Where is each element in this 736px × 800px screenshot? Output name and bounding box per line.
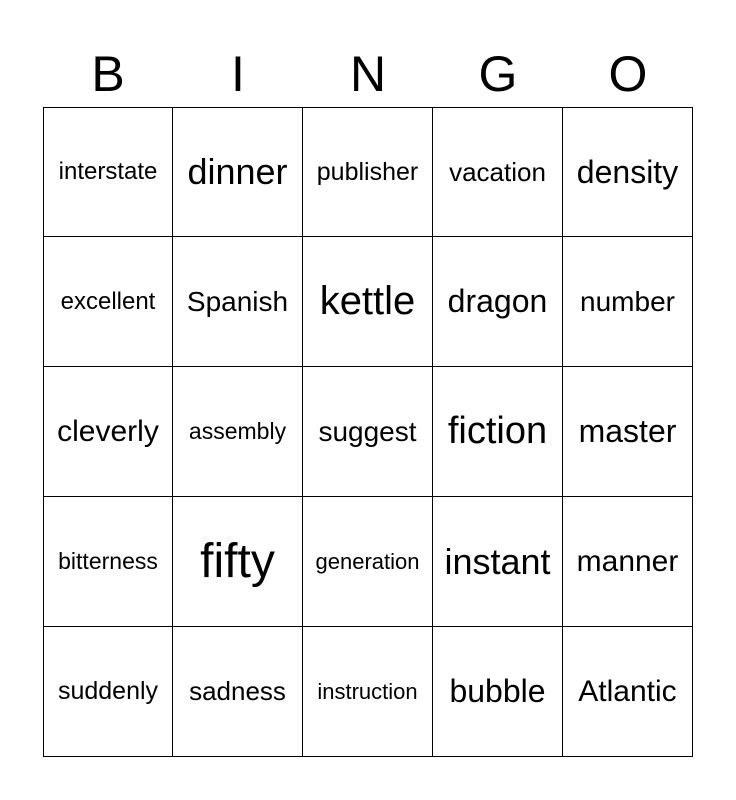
header-letter-b: B: [91, 46, 125, 102]
bingo-cell: Atlantic: [563, 627, 693, 757]
bingo-cell: suggest: [303, 367, 433, 497]
bingo-board: [43, 107, 693, 757]
bingo-cell: assembly: [173, 367, 303, 497]
header-letter-n: N: [349, 46, 387, 102]
bingo-cell: sadness: [173, 627, 303, 757]
bingo-cell: instruction: [303, 627, 433, 757]
bingo-cell: generation: [303, 497, 433, 627]
bingo-cell: publisher: [303, 107, 433, 237]
bingo-cell: kettle: [303, 237, 433, 367]
bingo-cell: master: [563, 367, 693, 497]
bingo-cell: instant: [433, 497, 563, 627]
bingo-cell: interstate: [43, 107, 173, 237]
bingo-cell: bitterness: [43, 497, 173, 627]
header-letter-i: I: [231, 46, 245, 102]
bingo-cell: dinner: [173, 107, 303, 237]
bingo-cell: dragon: [433, 237, 563, 367]
bingo-cell: suddenly: [43, 627, 173, 757]
header-letter-o: O: [608, 46, 648, 102]
bingo-cell: fifty: [173, 497, 303, 627]
header-letter-g: G: [478, 46, 518, 102]
bingo-header: [43, 40, 693, 108]
bingo-cell: Spanish: [173, 237, 303, 367]
bingo-cell: vacation: [433, 107, 563, 237]
bingo-cell: excellent: [43, 237, 173, 367]
bingo-cell: cleverly: [43, 367, 173, 497]
bingo-cell: bubble: [433, 627, 563, 757]
bingo-cell: number: [563, 237, 693, 367]
bingo-cell: manner: [563, 497, 693, 627]
bingo-cell: density: [563, 107, 693, 237]
bingo-cell: fiction: [433, 367, 563, 497]
